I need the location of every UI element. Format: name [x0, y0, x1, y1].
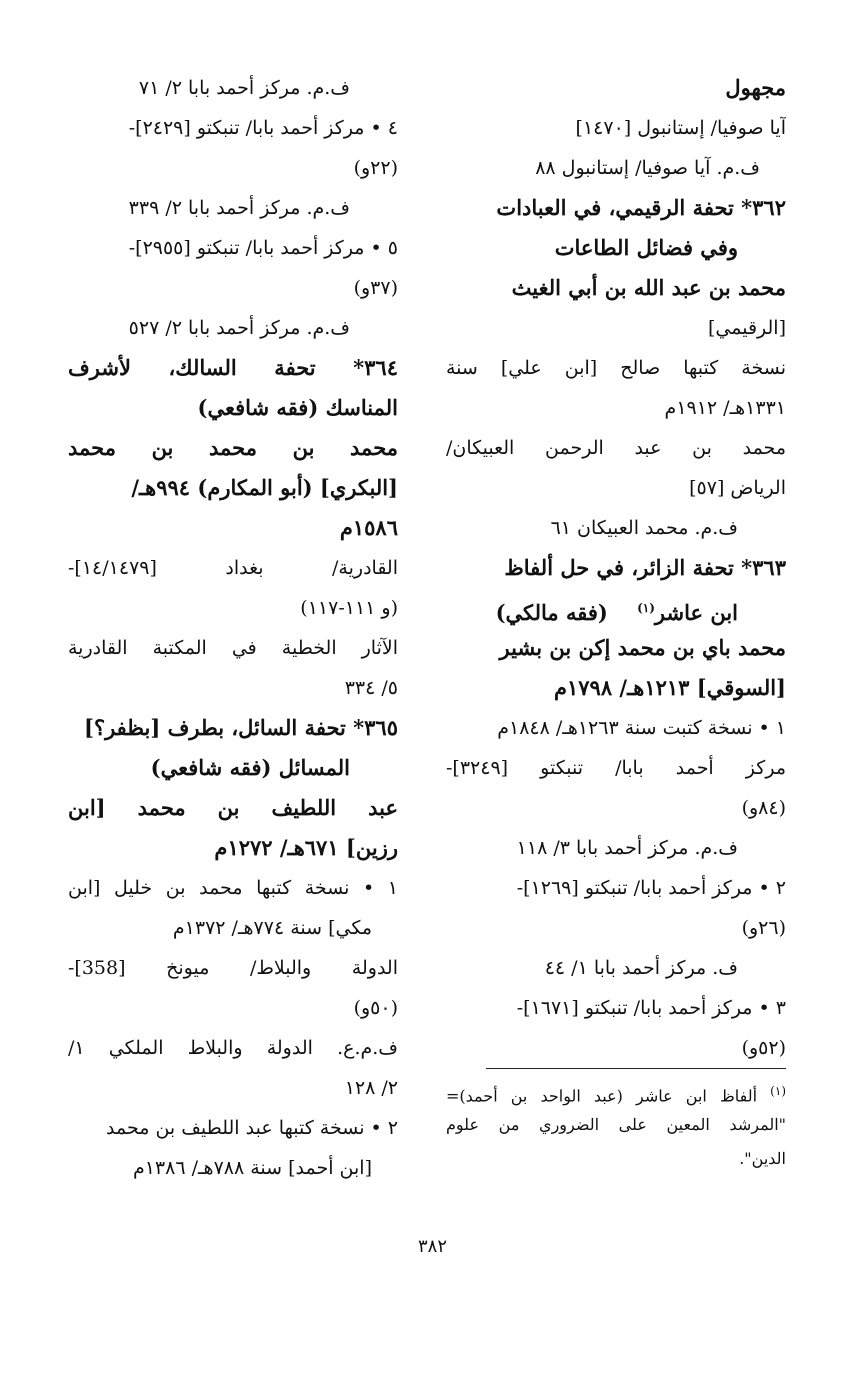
- left-column-text: (٥٠و): [353, 997, 398, 1019]
- footnote-line: [446, 1108, 786, 1142]
- right-column-text: ٣٦٢* تحفة الرقيمي، في العبادات: [496, 195, 786, 220]
- left-column-line: [68, 908, 398, 948]
- right-column-line: [446, 868, 786, 908]
- right-column-text: مجهول: [725, 75, 786, 100]
- footnote-line: [446, 1142, 786, 1176]
- left-column: [68, 68, 398, 1188]
- left-column-line: [68, 588, 398, 628]
- left-column-text: (و ١١١-١١٧): [300, 597, 398, 619]
- footnote-text: ألفاظ ابن عاشر (عبد الواحد بن أحمد)=: [446, 1086, 771, 1106]
- right-column-text: وفي فضائل الطاعات: [554, 235, 738, 260]
- left-column-text: رزين] ٦٧١هـ/ ١٢٧٢م: [214, 835, 398, 860]
- left-column-text: ٥/ ٣٣٤: [344, 677, 398, 699]
- right-column-text: ٢ • مركز أحمد بابا/ تنبكتو [١٢٦٩]-: [516, 877, 786, 899]
- right-column-line: [446, 1028, 786, 1068]
- left-column-text: ٣٦٤* تحفة السالك، لأشرف: [68, 355, 398, 380]
- left-column-text: ف.م. مركز أحمد بابا ٢/ ٧١: [138, 77, 350, 99]
- left-column-line: [68, 108, 398, 148]
- left-column-line: [68, 668, 398, 708]
- right-column-line: [446, 788, 786, 828]
- right-column-text: (٢٦و): [741, 917, 786, 939]
- left-column-line: [68, 428, 398, 468]
- right-column-text: نسخة كتبها صالح [ابن علي] سنة: [446, 357, 786, 379]
- left-column-line: [68, 348, 398, 388]
- footnote-separator: [486, 1068, 786, 1069]
- left-column-line: [68, 268, 398, 308]
- left-column-line: [68, 308, 398, 348]
- right-column-text: (٥٢و): [741, 1037, 786, 1059]
- right-column-tail: (فقه مالكي): [495, 600, 638, 625]
- left-column-line: [68, 708, 398, 748]
- right-column-text: ف.م. محمد العبيكان ٦١: [550, 517, 738, 539]
- left-column-text: المسائل (فقه شافعي): [150, 755, 350, 780]
- left-column-text: ١٥٨٦م: [339, 515, 398, 540]
- left-column-text: ٢/ ١٢٨: [344, 1077, 398, 1099]
- left-column-line: [68, 1028, 398, 1068]
- left-column-text: القادرية/ بغداد [١٤/١٤٧٩]-: [68, 557, 398, 579]
- right-column-line: [446, 308, 786, 348]
- right-column-text: محمد بن عبد الله بن أبي الغيث: [511, 275, 786, 300]
- left-column-line: [68, 148, 398, 188]
- left-column-line: [68, 1068, 398, 1108]
- right-column-text: ٣٦٣* تحفة الزائر، في حل ألفاظ: [504, 555, 786, 580]
- left-column-text: ٥ • مركز أحمد بابا/ تنبكتو [٢٩٥٥]-: [128, 237, 398, 259]
- right-column-line: [446, 908, 786, 948]
- left-column-text: الآثار الخطية في المكتبة القادرية: [68, 637, 398, 659]
- footnote: [446, 1074, 786, 1176]
- left-column-text: ١ • نسخة كتبها محمد بن خليل [ابن: [68, 877, 398, 899]
- right-column-text: [السوقي] ١٢١٣هـ/ ١٧٩٨م: [553, 675, 786, 700]
- left-column-line: [68, 388, 398, 428]
- right-column-text: ١ • نسخة كتبت سنة ١٢٦٣هـ/ ١٨٤٨م: [497, 717, 786, 739]
- right-column-text: ابن عاشر: [654, 600, 738, 625]
- left-column-text: [ابن أحمد] سنة ٧٨٨هـ/ ١٣٨٦م: [132, 1157, 372, 1179]
- left-column-line: [68, 1148, 398, 1188]
- left-column-text: محمد بن محمد بن محمد: [68, 435, 398, 460]
- right-column-text: ف.م. آيا صوفيا/ إستانبول ٨٨: [535, 157, 760, 179]
- right-column-line: [446, 708, 786, 748]
- left-column-line: [68, 868, 398, 908]
- right-column-line: [446, 628, 786, 668]
- right-column-line: [446, 468, 786, 508]
- left-column-text: الدولة والبلاط/ ميونخ [358]-: [68, 957, 398, 979]
- left-column-text: ف.م. مركز أحمد بابا ٢/ ٥٢٧: [128, 317, 350, 339]
- footnote-marker: (١): [770, 1084, 786, 1098]
- left-column-text: ٢ • نسخة كتبها عبد اللطيف بن محمد: [106, 1117, 398, 1139]
- left-column-text: مكي] سنة ٧٧٤هـ/ ١٣٧٢م: [172, 917, 372, 939]
- left-column-text: (٣٧و): [353, 277, 398, 299]
- right-column-line: [446, 668, 786, 708]
- left-column-text: (٢٢و): [353, 157, 398, 179]
- right-column-line: [446, 428, 786, 468]
- right-column-line: [446, 268, 786, 308]
- left-column-line: [68, 988, 398, 1028]
- footnote-line: [446, 1074, 786, 1108]
- footnote-text: الدين".: [739, 1149, 786, 1168]
- right-column-text: محمد باي بن محمد إكن بن بشير: [499, 635, 786, 660]
- left-column-line: [68, 628, 398, 668]
- footnote-reference: (١): [637, 601, 655, 615]
- left-column-line: [68, 1108, 398, 1148]
- right-column-line: [446, 548, 786, 588]
- right-column-text: مركز أحمد بابا/ تنبكتو [٣٢٤٩]-: [446, 757, 786, 779]
- right-column-line: [446, 988, 786, 1028]
- right-column-line: [446, 948, 786, 988]
- left-column-line: [68, 828, 398, 868]
- left-column-line: [68, 788, 398, 828]
- right-column-line: [446, 508, 786, 548]
- left-column-text: ٤ • مركز أحمد بابا/ تنبكتو [٢٤٢٩]-: [128, 117, 398, 139]
- page-number: ٣٨٢: [417, 1236, 447, 1257]
- left-column-line: [68, 188, 398, 228]
- right-column-line: [446, 68, 786, 108]
- right-column-text: محمد بن عبد الرحمن العبيكان/: [446, 437, 786, 459]
- right-column: [446, 68, 786, 1068]
- right-column-text: ف.م. مركز أحمد بابا ٣/ ١١٨: [516, 837, 738, 859]
- right-column-line: [446, 588, 786, 628]
- right-column-line: [446, 748, 786, 788]
- right-column-line: [446, 228, 786, 268]
- right-column-line: [446, 348, 786, 388]
- left-column-text: [البكري] (أبو المكارم) ٩٩٤هـ/: [131, 475, 398, 500]
- right-column-line: [446, 108, 786, 148]
- right-column-text: ف. مركز أحمد بابا ١/ ٤٤: [544, 957, 738, 979]
- right-column-line: [446, 188, 786, 228]
- right-column-line: [446, 388, 786, 428]
- right-column-text: [الرقيمي]: [707, 317, 786, 339]
- left-column-line: [68, 508, 398, 548]
- left-column-line: [68, 68, 398, 108]
- right-column-line: [446, 828, 786, 868]
- left-column-text: ٣٦٥* تحفة السائل، بطرف [بظفر؟]: [84, 715, 398, 740]
- right-column-text: ٣ • مركز أحمد بابا/ تنبكتو [١٦٧١]-: [516, 997, 786, 1019]
- right-column-text: ١٣٣١هـ/ ١٩١٢م: [664, 397, 786, 419]
- left-column-line: [68, 468, 398, 508]
- left-column-text: عبد اللطيف بن محمد [ابن: [68, 795, 398, 820]
- left-column-line: [68, 228, 398, 268]
- left-column-text: ف.م. مركز أحمد بابا ٢/ ٣٣٩: [128, 197, 350, 219]
- right-column-text: (٨٤و): [741, 797, 786, 819]
- left-column-line: [68, 748, 398, 788]
- right-column-text: آيا صوفيا/ إستانبول [١٤٧٠]: [575, 117, 786, 139]
- right-column-text: الرياض [٥٧]: [689, 477, 786, 499]
- left-column-text: ف.م.ع. الدولة والبلاط الملكي ١/: [68, 1037, 398, 1059]
- footnote-text: "المرشد المعين على الضروري من علوم: [446, 1115, 786, 1134]
- right-column-line: [446, 148, 786, 188]
- left-column-line: [68, 548, 398, 588]
- left-column-line: [68, 948, 398, 988]
- left-column-text: المناسك (فقه شافعي): [197, 395, 398, 420]
